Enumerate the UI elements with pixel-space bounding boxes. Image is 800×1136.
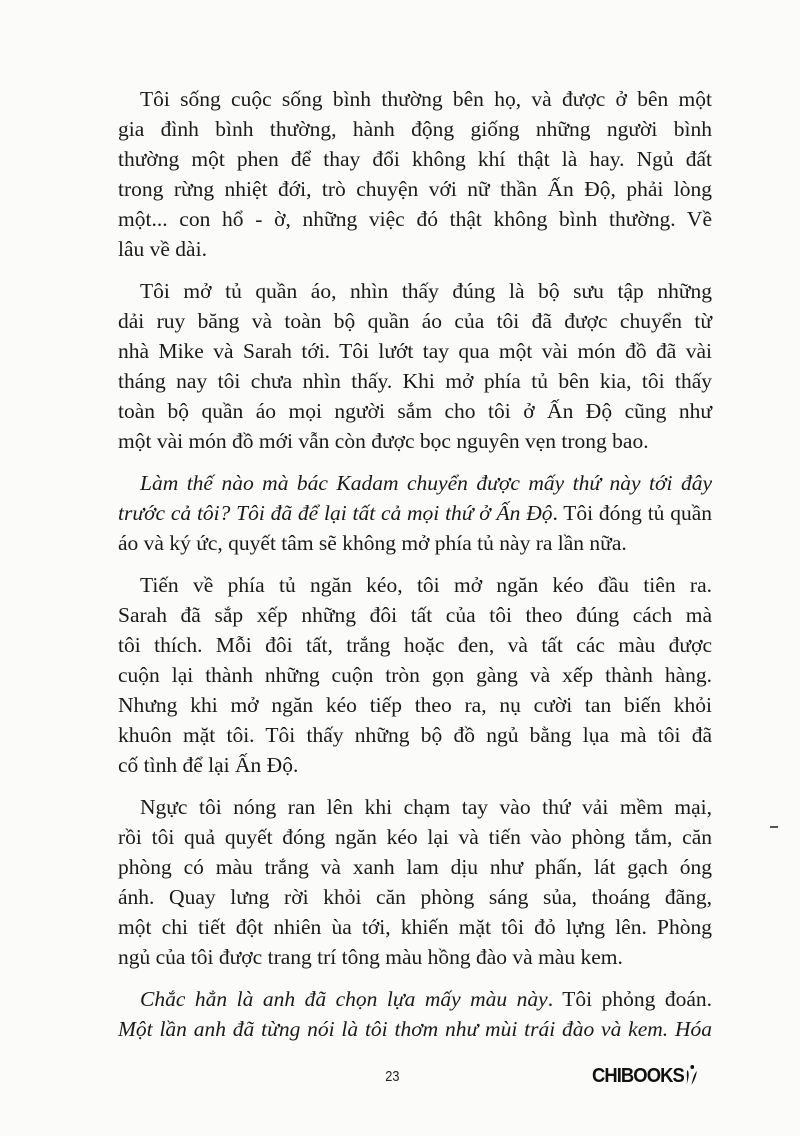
text-run: nhà Mike và Sarah tới. Tôi lướt tay qua một vài món đồ đã vài — [118, 339, 712, 363]
publisher-logo-text: CHIBOOKS — [592, 1065, 684, 1087]
page-number: 23 — [385, 1068, 400, 1085]
paragraph — [118, 84, 712, 264]
text-line — [118, 366, 712, 396]
text-line — [118, 114, 712, 144]
text-run: tháng nay tôi chưa nhìn thấy. Khi mở phía tủ bên kia, tôi thấy — [118, 369, 712, 393]
text-line — [118, 912, 712, 942]
text-run: . Tôi đóng tủ quần — [552, 501, 712, 525]
text-line — [118, 984, 712, 1014]
text-run: áo và ký ức, quyết tâm sẽ không mở phía tủ này ra lần nữa. — [118, 531, 627, 555]
text-run: cuộn lại thành những cuộn tròn gọn gàng và xếp thành hàng. — [118, 663, 712, 687]
text-line — [118, 1014, 712, 1044]
text-run: Nhưng khi mở ngăn kéo tiếp theo ra, nụ cười tan biến khỏi — [118, 693, 712, 717]
text-line — [118, 396, 712, 426]
paragraph — [118, 570, 712, 780]
text-run: toàn bộ quần áo mọi người sắm cho tôi ở Ấn Độ cũng như — [118, 399, 712, 423]
text-line — [118, 942, 712, 972]
text-line — [118, 882, 712, 912]
text-run: khuôn mặt tôi. Tôi thấy những bộ đồ ngủ bằng lụa mà tôi đã — [118, 723, 712, 747]
text-run: một vài món đồ mới vẫn còn được bọc nguyên vẹn trong bao. — [118, 429, 649, 453]
text-line — [118, 660, 712, 690]
text-run: . Tôi phỏng đoán. — [547, 987, 712, 1011]
text-line — [118, 792, 712, 822]
text-line — [118, 234, 712, 264]
text-run: thường một phen để thay đổi không khí thật là hay. Ngủ đất — [118, 147, 712, 171]
text-run: rồi tôi quả quyết đóng ngăn kéo lại và tiến vào phòng tắm, căn — [118, 825, 712, 849]
text-run: Sarah đã sắp xếp những đôi tất của tôi theo đúng cách mà — [118, 603, 712, 627]
book-page-body — [118, 84, 712, 1056]
text-line — [118, 426, 712, 456]
text-line — [118, 84, 712, 114]
scan-mark — [770, 826, 778, 828]
text-line — [118, 144, 712, 174]
text-line — [118, 174, 712, 204]
text-line — [118, 336, 712, 366]
text-run: gia đình bình thường, hành động giống những người bình — [118, 117, 712, 141]
text-run: một... con hổ - ờ, những việc đó thật không bình thường. Về — [118, 207, 712, 231]
text-line — [118, 852, 712, 882]
italic-text: trước cả tôi? Tôi đã để lại tất cả mọi thứ ở Ấn Độ — [118, 501, 553, 525]
text-line — [118, 630, 712, 660]
text-line — [118, 498, 712, 528]
paragraph — [118, 276, 712, 456]
text-run: Tiến về phía tủ ngăn kéo, tôi mở ngăn kéo đầu tiên ra. — [140, 573, 712, 597]
text-run: Ngực tôi nóng ran lên khi chạm tay vào thứ vải mềm mại, — [140, 795, 712, 819]
text-run: trong rừng nhiệt đới, trò chuyện với nữ thần Ấn Độ, phải lòng — [118, 177, 712, 201]
paragraph — [118, 792, 712, 972]
text-run: lâu về dài. — [118, 237, 207, 261]
italic-text: Làm thế nào mà bác Kadam chuyển được mấy thứ này tới đây — [140, 471, 712, 495]
text-run: một chi tiết đột nhiên ùa tới, khiến mặt tôi đỏ lựng lên. Phòng — [118, 915, 712, 939]
text-line — [118, 822, 712, 852]
text-run: Tôi sống cuộc sống bình thường bên họ, và được ở bên một — [140, 87, 712, 111]
text-run: cố tình để lại Ấn Độ. — [118, 753, 299, 777]
text-run: Tôi mở tủ quần áo, nhìn thấy đúng là bộ sưu tập những — [140, 279, 712, 303]
text-line — [118, 468, 712, 498]
italic-text: Một lần anh đã từng nói là tôi thơm như mùi trái đào và kem. Hóa — [118, 1017, 712, 1041]
text-line — [118, 600, 712, 630]
text-line — [118, 306, 712, 336]
text-line — [118, 570, 712, 600]
text-line — [118, 528, 712, 558]
leaf-icon — [684, 1064, 699, 1086]
text-run: phòng có màu trắng và xanh lam dịu như phấn, lát gạch óng — [118, 855, 712, 879]
text-run: dải ruy băng và toàn bộ quần áo của tôi đã được chuyển từ — [118, 309, 712, 333]
text-run: ngủ của tôi được trang trí tông màu hồng đào và màu kem. — [118, 945, 623, 969]
text-line — [118, 720, 712, 750]
text-line — [118, 750, 712, 780]
paragraph — [118, 468, 712, 558]
italic-text: Chắc hẳn là anh đã chọn lựa mấy màu này — [140, 987, 548, 1011]
text-run: tôi thích. Mỗi đôi tất, trắng hoặc đen, và tất các màu được — [118, 633, 712, 657]
text-run: ánh. Quay lưng rời khỏi căn phòng sáng sủa, thoáng đãng, — [118, 885, 712, 909]
publisher-logo — [592, 1064, 699, 1088]
text-line — [118, 276, 712, 306]
paragraph — [118, 984, 712, 1044]
text-line — [118, 204, 712, 234]
text-line — [118, 690, 712, 720]
